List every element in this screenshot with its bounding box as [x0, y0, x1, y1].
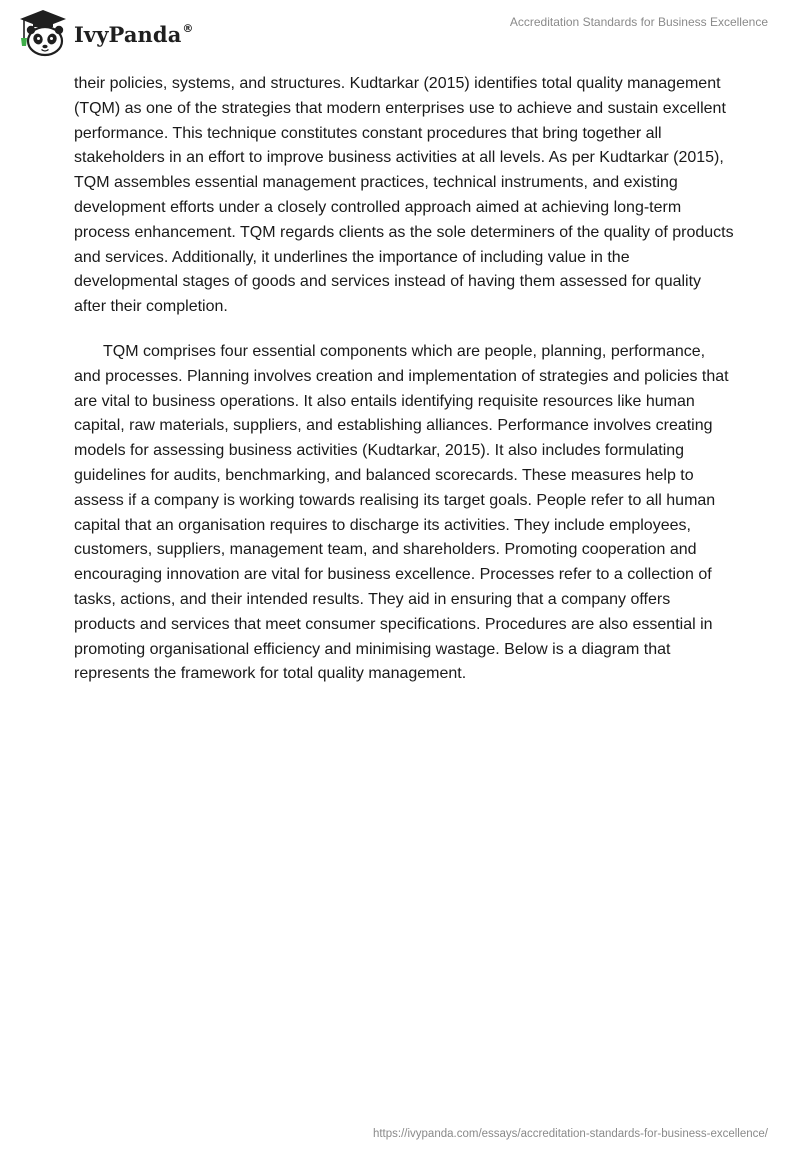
ivypanda-logo[interactable] [16, 8, 194, 58]
registered-mark: ® [182, 21, 194, 35]
paragraph-1: their policies, systems, and structures. Kudtarkar (2015) identifies total quality management (TQM) as one of the strategies that modern enterprises use to achieve and sustain excellent performance. This technique constitutes constant procedures that bring together all stakeholders in an effort to improve business activities at all levels. As per Kudtarkar (2015), TQM assembles essential management practices, technical instruments, and existing development efforts under a closely controlled approach aimed at achieving long-term process enhancement. TQM regards clients as the sole determiners of the quality of products and services. Additionally, it underlines the importance of including value in the developmental stages of goods and services instead of having them assessed for quality after their completion. [74, 75, 734, 316]
panda-graduation-cap-icon [16, 8, 70, 58]
document-title: Accreditation Standards for Business Excellence [509, 15, 768, 29]
footer-url[interactable]: https://ivypanda.com/essays/accreditation-standards-for-business-excellence/ [372, 1128, 768, 1140]
brand-name: IvyPanda® [74, 21, 194, 47]
page-header [0, 0, 800, 70]
essay-body [74, 72, 734, 687]
paragraph-2: TQM comprises four essential components which are people, planning, performance, and processes. Planning involves creation and implementation of strategies and policies that are vital to business operations. It also entails identifying requisite resources like human capital, raw materials, suppliers, and establishing alliances. Performance involves creating models for assessing business activities (Kudtarkar, 2015). It also includes formulating guidelines for audits, benchmarking, and balanced scorecards. These measures help to assess if a company is working towards realising its target goals. People refer to all human capital that an organisation requires to discharge its activities. They include employees, customers, suppliers, management team, and shareholders. Promoting cooperation and encouraging innovation are vital for business excellence. Processes refer to a collection of tasks, actions, and their intended results. They aid in ensuring that a company offers products and services that meet consumer specifications. Procedures are also essential in promoting organisational efficiency and minimising wastage. Below is a diagram that represents the framework for total quality management. [74, 342, 729, 683]
